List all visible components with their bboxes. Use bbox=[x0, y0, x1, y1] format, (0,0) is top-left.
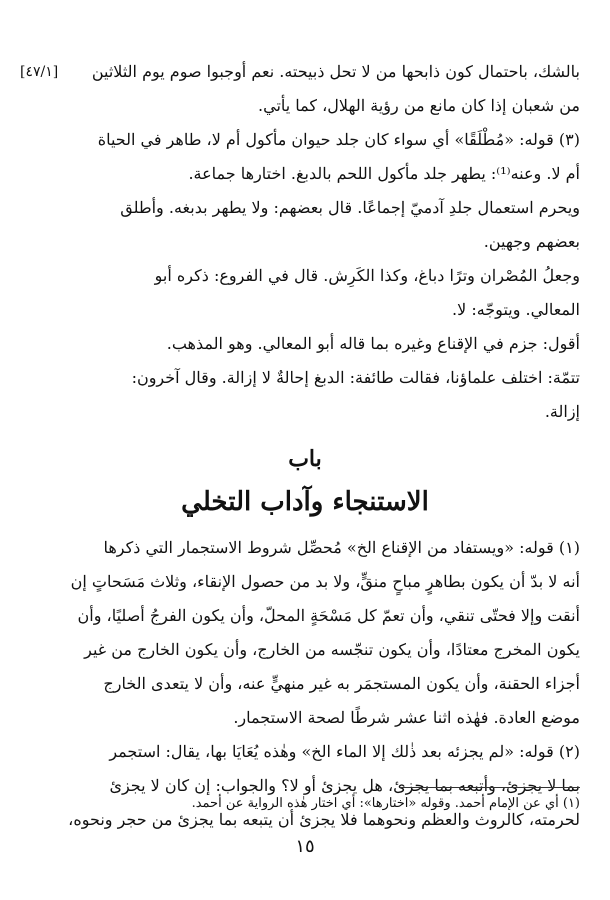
note-2 bbox=[30, 735, 580, 837]
text-line: أقول: جزم في الإقناع وغيره بما قاله أبو المعالي. وهو المذهب. bbox=[166, 334, 580, 353]
text-line: ويحرم استعمال جلدِ آدميّ إجماعًا. قال بعضهم: ولا يطهر بدبغه. وأطلق bbox=[120, 198, 580, 217]
text-line: موضع العادة. فهٰذه اثنا عشر شرطًا لصحة الاستجمار. bbox=[233, 708, 580, 727]
text-line: بعضهم وجهين. bbox=[483, 232, 580, 251]
paragraph-top bbox=[20, 55, 580, 123]
text-line: أجزاء الحقنة، وأن يكون المستجمَر به غير منهيٍّ عنه، وأن لا يتعدى الخارج bbox=[103, 674, 580, 693]
volume-page-ref: [٤٧/١] bbox=[20, 64, 59, 80]
chapter-title: الاستنجاء وآداب التخلي bbox=[181, 487, 429, 517]
text-line: لحرمته، كالروث والعظم ونحوهما فلا يجزئ أن يتبعه بما يجزئ من حجر ونحوه، bbox=[68, 810, 580, 829]
note-3 bbox=[30, 123, 580, 429]
text-line: تتمّة: اختلف علماؤنا، فقالت طائفة: الدبغ إحالةٌ لا إزالة. وقال آخرون: bbox=[131, 368, 580, 387]
text-line: أنقت وإلا فحتّى تنقي، وأن تعمّ كل مَسْحَةٍ المحلّ، وأن يكون الفرجُ أصليًا، وأن bbox=[77, 606, 580, 625]
text-line: من شعبان إذا كان مانع من رؤية الهلال، كما يأتي. bbox=[258, 96, 580, 115]
note-1 bbox=[30, 531, 580, 735]
text-line: أم لا. وعنه⁽¹⁾: يطهر جلد مأكول اللحم بالدبغ. اختارها جماعة. bbox=[188, 164, 580, 183]
chapter-label: باب bbox=[288, 446, 322, 472]
page-number: ١٥ bbox=[295, 836, 315, 857]
text-line: بما لا يجزئ، وأتبعه بما يجزئ، هل يجزئ أو لا؟ والجواب: إن كان لا يجزئ bbox=[109, 776, 580, 795]
footnote-divider bbox=[400, 787, 580, 788]
text-line: (٢) قوله: «لم يجزئه بعد ذٰلك إلا الماء الخ» وهٰذه يُعَايَا بها، يقال: استجمر bbox=[109, 742, 580, 761]
text-line: (٣) قوله: «مُطْلَقًا» أي سواء كان جلد حيوان مأكول أم لا، طاهر في الحياة bbox=[97, 130, 580, 149]
text-line: وجعلُ المُصْران وترًا دباغ، وكذا الكَرِش. قال في الفروع: ذكره أبو bbox=[154, 266, 580, 285]
text-line: المعالي. ويتوجّه: لا. bbox=[452, 300, 580, 319]
text-line: إزالة. bbox=[544, 402, 580, 421]
text-line: (١) قوله: «ويستفاد من الإقناع الخ» مُحصِّل شروط الاستجمار التي ذكرها bbox=[103, 538, 580, 557]
footnote: (١) أي عن الإمام أحمد. وقوله «اختارها»: أي اختار هٰذه الرواية عن أحمد. bbox=[191, 796, 580, 811]
text-line: أنه لا بدّ أن يكون بطاهرٍ مباحٍ منقٍّ، ولا بد من حصول الإنقاء، وثلاث مَسَحاتٍ إن bbox=[70, 572, 580, 591]
page-body bbox=[20, 55, 580, 837]
text-line: بالشك، باحتمال كون ذابحها من لا تحل ذبيحته. نعم أوجبوا صوم يوم الثلاثين [٤٧/١] bbox=[30, 55, 580, 89]
text-line: يكون المخرج معتادًا، وأن يكون تنجّسه من الخارج، وأن يكون الخارج من غير bbox=[84, 640, 580, 659]
